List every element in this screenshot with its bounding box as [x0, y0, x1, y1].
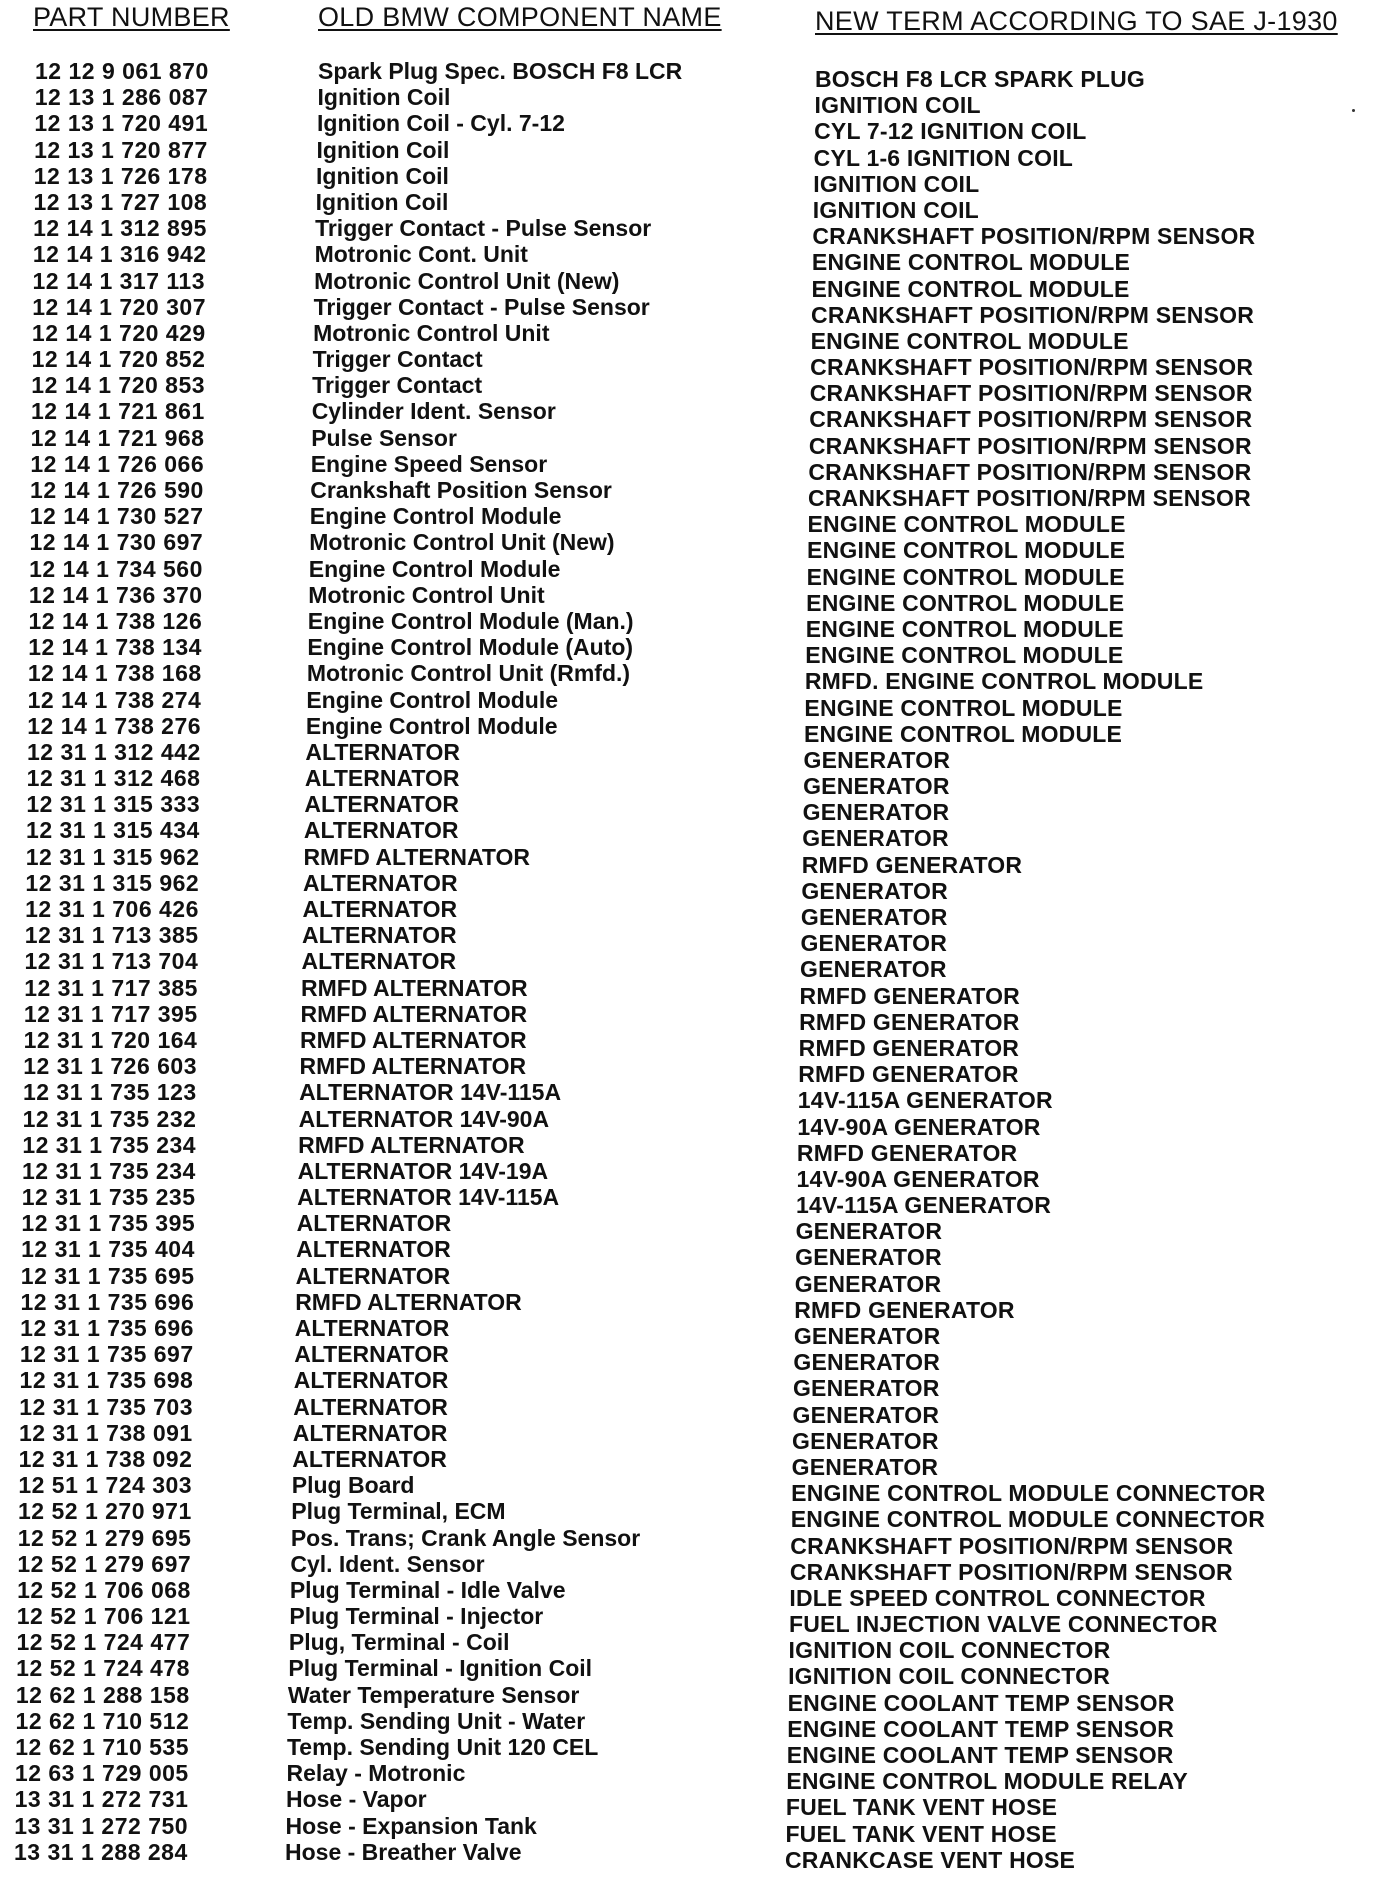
- part-number-cell: 12 14 1 738 134: [28, 634, 202, 661]
- old-name-cell: Engine Control Module: [305, 712, 558, 739]
- old-name-cell: Hose - Breather Valve: [285, 1838, 522, 1865]
- new-term-cell: CRANKSHAFT POSITION/RPM SENSOR: [812, 223, 1256, 250]
- old-name-cell: ALTERNATOR: [303, 817, 459, 844]
- part-number-cell: 12 31 1 735 697: [19, 1341, 194, 1368]
- old-name-cell: ALTERNATOR: [293, 1393, 448, 1420]
- new-term-cell: ENGINE CONTROL MODULE: [811, 275, 1130, 302]
- new-term-cell: GENERATOR: [802, 825, 949, 852]
- table-row: [0, 1079, 1392, 1114]
- table-row: [0, 1184, 1392, 1219]
- old-name-cell: Motronic Control Unit (New): [314, 267, 620, 294]
- table-row: [0, 110, 1392, 145]
- new-term-cell: GENERATOR: [792, 1375, 940, 1402]
- table-row: [0, 1812, 1392, 1847]
- table-row: [0, 948, 1392, 983]
- new-term-cell: RMFD GENERATOR: [798, 1034, 1020, 1061]
- old-name-cell: Trigger Contact: [312, 346, 483, 373]
- old-name-cell: Crankshaft Position Sensor: [310, 477, 612, 503]
- part-number-cell: 12 14 1 316 942: [32, 241, 207, 268]
- old-name-cell: Temp. Sending Unit - Water: [287, 1707, 586, 1734]
- new-term-cell: 14V-90A GENERATOR: [797, 1113, 1041, 1140]
- old-name-cell: ALTERNATOR: [295, 1262, 451, 1289]
- new-term-cell: CRANKSHAFT POSITION/RPM SENSOR: [809, 406, 1253, 433]
- new-term-cell: RMFD GENERATOR: [801, 851, 1023, 878]
- part-number-cell: 12 31 1 315 962: [25, 843, 200, 870]
- old-name-cell: ALTERNATOR: [302, 896, 458, 922]
- part-number-cell: 12 31 1 735 232: [22, 1105, 197, 1132]
- new-term-cell: GENERATOR: [803, 773, 950, 800]
- part-number-cell: 12 52 1 279 697: [17, 1550, 192, 1577]
- old-name-cell: Relay - Motronic: [286, 1760, 466, 1787]
- part-number-cell: 12 13 1 727 108: [33, 188, 208, 215]
- new-term-cell: GENERATOR: [800, 904, 948, 930]
- old-name-cell: Engine Control Module: [308, 555, 561, 582]
- table-row: [0, 267, 1392, 302]
- new-term-cell: ENGINE CONTROL MODULE CONNECTOR: [790, 1506, 1266, 1533]
- table-row: [0, 398, 1392, 433]
- table-row: [0, 1498, 1392, 1533]
- table-row: [0, 162, 1392, 197]
- new-term-cell: GENERATOR: [800, 956, 947, 983]
- part-number-cell: 12 14 1 721 861: [30, 398, 205, 425]
- new-term-cell: ENGINE CONTROL MODULE: [803, 720, 1123, 747]
- part-number-cell: 12 31 1 735 696: [20, 1288, 195, 1315]
- new-term-cell: GENERATOR: [792, 1401, 940, 1428]
- new-term-cell: RMFD GENERATOR: [794, 1296, 1015, 1323]
- part-number-cell: 12 31 1 735 698: [19, 1367, 194, 1394]
- old-name-cell: ALTERNATOR: [293, 1367, 449, 1394]
- old-name-cell: ALTERNATOR 14V-90A: [298, 1105, 550, 1132]
- old-name-cell: Ignition Coil: [316, 136, 450, 163]
- part-number-cell: 12 14 1 720 307: [32, 293, 206, 320]
- part-number-cell: 12 14 1 726 066: [30, 450, 205, 477]
- old-name-cell: RMFD ALTERNATOR: [298, 1131, 525, 1158]
- old-name-cell: RMFD ALTERNATOR: [301, 974, 528, 1001]
- part-number-cell: 12 13 1 286 087: [34, 84, 209, 111]
- old-name-cell: Motronic Cont. Unit: [314, 241, 528, 268]
- new-term-cell: RMFD GENERATOR: [798, 1061, 1019, 1088]
- table-row: [0, 1000, 1392, 1035]
- old-name-cell: Motronic Control Unit (New): [309, 529, 615, 556]
- old-name-cell: Ignition Coil: [317, 84, 451, 111]
- old-name-cell: Ignition Coil: [315, 188, 449, 215]
- table-row: [0, 136, 1392, 171]
- new-term-cell: ENGINE CONTROL MODULE RELAY: [786, 1768, 1188, 1795]
- new-term-cell: GENERATOR: [793, 1349, 941, 1376]
- table-row: [0, 293, 1392, 328]
- table-row: [0, 896, 1392, 930]
- table-row: [0, 1576, 1392, 1611]
- new-term-cell: ENGINE CONTROL MODULE CONNECTOR: [791, 1480, 1266, 1507]
- part-number-cell: 12 13 1 720 877: [34, 136, 208, 163]
- new-term-cell: GENERATOR: [795, 1218, 943, 1245]
- old-name-cell: RMFD ALTERNATOR: [300, 1000, 528, 1027]
- new-term-cell: 14V-90A GENERATOR: [796, 1165, 1040, 1192]
- table-row: [0, 319, 1392, 354]
- part-number-cell: 12 62 1 288 158: [15, 1681, 190, 1708]
- old-name-cell: ALTERNATOR: [301, 922, 457, 949]
- old-name-cell: ALTERNATOR 14V-115A: [299, 1079, 562, 1106]
- old-name-cell: RMFD ALTERNATOR: [303, 843, 531, 870]
- new-term-cell: ENGINE COOLANT TEMP SENSOR: [786, 1742, 1174, 1768]
- new-term-cell: GENERATOR: [803, 746, 951, 773]
- new-term-cell: FUEL INJECTION VALVE CONNECTOR: [788, 1611, 1218, 1638]
- table-row: [0, 529, 1392, 564]
- new-term-cell: ENGINE CONTROL MODULE: [810, 327, 1129, 354]
- new-term-cell: ENGINE CONTROL MODULE: [806, 563, 1125, 590]
- part-number-cell: 12 62 1 710 535: [15, 1734, 190, 1760]
- table-row: [0, 607, 1392, 642]
- table-row: [0, 1315, 1392, 1349]
- table-row: [0, 1341, 1392, 1376]
- old-name-cell: ALTERNATOR: [292, 1419, 448, 1446]
- part-number-cell: 12 31 1 735 234: [22, 1131, 197, 1158]
- part-number-cell: 12 12 9 061 870: [35, 58, 209, 84]
- old-name-cell: Engine Control Module (Auto): [307, 634, 634, 661]
- table-row: [0, 1236, 1392, 1271]
- table-row: [0, 1524, 1392, 1559]
- table-row: [0, 1734, 1392, 1768]
- table-row: [0, 1786, 1392, 1821]
- old-name-cell: Motronic Control Unit (Rmfd.): [306, 660, 631, 687]
- part-number-cell: 13 31 1 272 750: [14, 1812, 189, 1839]
- new-term-cell: CRANKSHAFT POSITION/RPM SENSOR: [808, 458, 1252, 485]
- table-row: [0, 555, 1392, 590]
- new-term-cell: CRANKSHAFT POSITION/RPM SENSOR: [808, 432, 1252, 459]
- old-name-cell: ALTERNATOR: [292, 1445, 447, 1472]
- old-name-cell: Cyl. Ident. Sensor: [290, 1550, 485, 1577]
- part-number-cell: 12 14 1 730 697: [29, 529, 204, 556]
- old-name-cell: Cylinder Ident. Sensor: [311, 398, 556, 425]
- table-row: [0, 188, 1392, 223]
- old-name-cell: ALTERNATOR 14V-115A: [297, 1184, 560, 1211]
- part-number-cell: 12 13 1 720 491: [34, 110, 209, 137]
- old-name-cell: ALTERNATOR: [294, 1315, 450, 1341]
- table-row: [0, 1603, 1392, 1638]
- new-term-cell: ENGINE CONTROL MODULE: [807, 511, 1126, 538]
- new-term-cell: GENERATOR: [793, 1323, 941, 1349]
- table-row: [0, 372, 1392, 407]
- old-name-cell: RMFD ALTERNATOR: [300, 1026, 527, 1053]
- new-term-cell: GENERATOR: [791, 1453, 939, 1480]
- old-name-cell: ALTERNATOR: [296, 1236, 451, 1263]
- part-number-cell: 12 31 1 726 603: [23, 1053, 198, 1080]
- part-number-cell: 12 14 1 317 113: [32, 267, 206, 294]
- new-term-cell: CYL 7-12 IGNITION COIL: [814, 118, 1087, 145]
- part-number-cell: 12 31 1 713 704: [24, 948, 199, 975]
- part-number-cell: 12 31 1 717 385: [24, 974, 198, 1001]
- part-number-cell: 13 31 1 272 731: [14, 1786, 189, 1813]
- table-row: [0, 215, 1392, 250]
- old-name-cell: Spark Plug Spec. BOSCH F8 LCR: [318, 58, 683, 84]
- table-row: [0, 1419, 1392, 1454]
- part-number-cell: 12 31 1 735 695: [20, 1262, 195, 1289]
- table-row: [0, 346, 1392, 381]
- table-row: [0, 424, 1392, 459]
- new-term-cell: GENERATOR: [794, 1270, 942, 1297]
- new-term-cell: ENGINE CONTROL MODULE: [804, 694, 1123, 721]
- part-number-cell: 12 14 1 738 276: [27, 712, 202, 739]
- table-row: [0, 1393, 1392, 1428]
- new-term-cell: ENGINE CONTROL MODULE: [806, 589, 1125, 616]
- new-term-cell: FUEL TANK VENT HOSE: [785, 1820, 1057, 1847]
- table-row: [0, 84, 1392, 119]
- table-row: [0, 58, 1392, 92]
- part-number-cell: 12 13 1 726 178: [33, 162, 208, 189]
- table-row: [0, 660, 1392, 695]
- new-term-cell: IDLE SPEED CONTROL CONNECTOR: [789, 1584, 1206, 1611]
- part-number-cell: 12 31 1 713 385: [24, 922, 199, 949]
- part-number-cell: 13 31 1 288 284: [14, 1838, 188, 1865]
- part-number-cell: 12 52 1 270 971: [18, 1498, 192, 1525]
- table-row: [0, 634, 1392, 669]
- table-row: [0, 1550, 1392, 1585]
- part-number-cell: 12 62 1 710 512: [15, 1707, 190, 1734]
- old-name-cell: Motronic Control Unit: [313, 319, 550, 346]
- table-row: [0, 1629, 1392, 1664]
- old-name-cell: Hose - Vapor: [285, 1786, 427, 1813]
- table-row: [0, 1131, 1392, 1166]
- new-term-cell: IGNITION COIL: [812, 196, 979, 223]
- table-row: [0, 1707, 1392, 1742]
- old-name-cell: Engine Speed Sensor: [310, 450, 548, 477]
- new-term-cell: ENGINE COOLANT TEMP SENSOR: [787, 1689, 1175, 1716]
- old-name-cell: ALTERNATOR: [301, 948, 457, 975]
- part-number-cell: 12 63 1 729 005: [14, 1760, 189, 1787]
- new-term-cell: GENERATOR: [792, 1427, 939, 1454]
- part-number-cell: 12 31 1 706 426: [25, 896, 199, 922]
- part-number-cell: 12 31 1 735 123: [22, 1079, 197, 1106]
- old-name-cell: Pos. Trans; Crank Angle Sensor: [290, 1524, 641, 1551]
- table-row: [0, 791, 1392, 826]
- table-row: [0, 1472, 1392, 1507]
- part-number-cell: 12 31 1 735 696: [20, 1315, 194, 1341]
- old-name-cell: ALTERNATOR: [294, 1341, 449, 1368]
- new-term-cell: ENGINE CONTROL MODULE: [805, 642, 1124, 669]
- table-row: [0, 1367, 1392, 1402]
- new-term-cell: ENGINE COOLANT TEMP SENSOR: [787, 1715, 1175, 1742]
- old-name-cell: ALTERNATOR: [304, 791, 460, 818]
- part-number-cell: 12 52 1 279 695: [17, 1524, 192, 1551]
- table-row: [0, 922, 1392, 957]
- part-number-cell: 12 14 1 738 168: [27, 660, 202, 687]
- table-row: [0, 843, 1392, 878]
- part-number-cell: 12 52 1 706 068: [17, 1576, 191, 1603]
- new-term-cell: RMFD GENERATOR: [799, 982, 1020, 1009]
- header-part-number: PART NUMBER: [33, 2, 230, 32]
- new-term-cell: CRANKCASE VENT HOSE: [785, 1846, 1076, 1873]
- old-name-cell: ALTERNATOR 14V-19A: [297, 1157, 549, 1184]
- table-row: [0, 974, 1392, 1009]
- table-row: [0, 765, 1392, 800]
- table-row: [0, 1026, 1392, 1061]
- part-number-cell: 12 31 1 315 434: [26, 817, 200, 844]
- table-row: [0, 1157, 1392, 1192]
- table-row: [0, 1288, 1392, 1323]
- new-term-cell: GENERATOR: [802, 799, 950, 826]
- new-term-cell: GENERATOR: [800, 930, 948, 957]
- table-row: [0, 1445, 1392, 1480]
- new-term-cell: GENERATOR: [795, 1244, 942, 1271]
- part-number-cell: 12 31 1 735 234: [22, 1157, 196, 1184]
- new-term-cell: GENERATOR: [801, 877, 948, 904]
- part-number-cell: 12 31 1 315 962: [25, 869, 200, 896]
- old-name-cell: ALTERNATOR: [304, 765, 460, 792]
- new-term-cell: ENGINE CONTROL MODULE: [807, 537, 1126, 564]
- old-name-cell: Trigger Contact: [312, 372, 483, 399]
- part-number-cell: 12 31 1 312 468: [26, 765, 201, 792]
- new-term-cell: IGNITION COIL: [814, 92, 981, 119]
- part-number-cell: 12 14 1 721 968: [30, 424, 205, 451]
- table-row: [0, 503, 1392, 538]
- part-number-cell: 12 31 1 315 333: [26, 791, 201, 818]
- new-term-cell: IGNITION COIL CONNECTOR: [788, 1663, 1111, 1690]
- table-row: [0, 686, 1392, 721]
- old-name-cell: RMFD ALTERNATOR: [295, 1288, 522, 1315]
- table-row: [0, 869, 1392, 904]
- old-name-cell: Ignition Coil: [316, 162, 449, 189]
- new-term-cell: ENGINE CONTROL MODULE: [811, 249, 1131, 276]
- old-name-cell: ALTERNATOR: [302, 869, 458, 896]
- part-number-cell: 12 52 1 706 121: [16, 1603, 191, 1630]
- new-term-cell: FUEL TANK VENT HOSE: [785, 1794, 1058, 1821]
- part-number-cell: 12 31 1 717 395: [23, 1000, 198, 1027]
- table-row: [0, 712, 1392, 747]
- part-number-cell: 12 31 1 312 442: [26, 738, 201, 765]
- part-number-cell: 12 31 1 735 395: [21, 1210, 196, 1237]
- table-row: [0, 817, 1392, 852]
- new-term-cell: IGNITION COIL CONNECTOR: [788, 1637, 1111, 1664]
- table-row: [0, 1053, 1392, 1088]
- new-term-cell: RMFD GENERATOR: [799, 1008, 1020, 1035]
- old-name-cell: Water Temperature Sensor: [287, 1681, 580, 1708]
- new-term-cell: CRANKSHAFT POSITION/RPM SENSOR: [809, 380, 1253, 407]
- new-term-cell: CRANKSHAFT POSITION/RPM SENSOR: [789, 1558, 1233, 1585]
- old-name-cell: Temp. Sending Unit 120 CEL: [286, 1734, 599, 1760]
- part-number-cell: 12 14 1 726 590: [30, 477, 204, 503]
- part-number-cell: 12 14 1 720 429: [31, 319, 206, 346]
- header-new-term: NEW TERM ACCORDING TO SAE J-1930: [815, 6, 1338, 36]
- table-row: [0, 1262, 1392, 1297]
- old-name-cell: Pulse Sensor: [311, 424, 457, 451]
- part-number-cell: 12 31 1 738 092: [18, 1445, 193, 1472]
- old-name-cell: Motronic Control Unit: [308, 581, 545, 608]
- table-header: [0, 0, 1392, 44]
- header-old-component-name: OLD BMW COMPONENT NAME: [318, 2, 722, 32]
- new-term-cell: RMFD GENERATOR: [796, 1139, 1018, 1166]
- old-name-cell: RMFD ALTERNATOR: [299, 1053, 527, 1080]
- old-name-cell: Plug Terminal - Idle Valve: [289, 1576, 566, 1603]
- old-name-cell: Plug Board: [291, 1472, 415, 1499]
- old-name-cell: Plug Terminal - Ignition Coil: [288, 1655, 593, 1682]
- old-name-cell: Plug Terminal - Injector: [289, 1603, 544, 1630]
- table-row: [0, 1681, 1392, 1716]
- part-number-cell: 12 14 1 738 126: [28, 607, 203, 634]
- old-name-cell: ALTERNATOR: [296, 1210, 452, 1237]
- old-name-cell: Engine Control Module: [306, 686, 559, 713]
- table-row: [0, 1760, 1392, 1795]
- part-number-cell: 12 31 1 720 164: [23, 1026, 198, 1053]
- old-name-cell: Engine Control Module: [309, 503, 562, 530]
- old-name-cell: ALTERNATOR: [305, 738, 460, 765]
- new-term-cell: CRANKSHAFT POSITION/RPM SENSOR: [810, 354, 1254, 381]
- table-row: [0, 738, 1392, 773]
- table-row: [0, 1655, 1392, 1690]
- part-number-cell: 12 51 1 724 303: [18, 1472, 193, 1499]
- old-name-cell: Engine Control Module (Man.): [307, 607, 634, 634]
- new-term-cell: BOSCH F8 LCR SPARK PLUG: [815, 66, 1146, 92]
- table-row: [0, 450, 1392, 485]
- new-term-cell: CRANKSHAFT POSITION/RPM SENSOR: [790, 1532, 1234, 1559]
- old-name-cell: Ignition Coil - Cyl. 7-12: [317, 110, 565, 137]
- part-number-cell: 12 14 1 312 895: [33, 215, 207, 242]
- part-number-cell: 12 31 1 738 091: [18, 1419, 193, 1446]
- new-term-cell: 14V-115A GENERATOR: [797, 1087, 1053, 1114]
- part-number-cell: 12 14 1 738 274: [27, 686, 202, 713]
- part-number-cell: 12 14 1 720 852: [31, 346, 206, 373]
- new-term-cell: ENGINE CONTROL MODULE: [805, 615, 1124, 642]
- part-number-cell: 12 52 1 724 478: [16, 1655, 190, 1682]
- table-row: [0, 1210, 1392, 1245]
- old-name-cell: Plug, Terminal - Coil: [288, 1629, 510, 1656]
- new-term-cell: CYL 1-6 IGNITION COIL: [813, 144, 1074, 171]
- new-term-cell: RMFD. ENGINE CONTROL MODULE: [804, 668, 1204, 695]
- part-number-cell: 12 31 1 735 703: [19, 1393, 194, 1420]
- old-name-cell: Hose - Expansion Tank: [285, 1812, 537, 1839]
- table-row: [0, 1838, 1392, 1873]
- part-number-cell: 12 31 1 735 235: [21, 1184, 196, 1211]
- new-term-cell: IGNITION COIL: [813, 170, 980, 197]
- part-number-cell: 12 14 1 736 370: [28, 581, 203, 608]
- part-number-cell: 12 31 1 735 404: [21, 1236, 195, 1263]
- part-number-cell: 12 14 1 720 853: [31, 372, 206, 399]
- part-number-cell: 12 14 1 730 527: [29, 503, 204, 530]
- old-name-cell: Plug Terminal, ECM: [291, 1498, 506, 1525]
- new-term-cell: CRANKSHAFT POSITION/RPM SENSOR: [807, 485, 1251, 511]
- parts-table-body: [0, 58, 1392, 1873]
- part-number-cell: 12 14 1 734 560: [29, 555, 203, 582]
- part-number-cell: 12 52 1 724 477: [16, 1629, 191, 1656]
- table-row: [0, 1105, 1392, 1140]
- new-term-cell: 14V-115A GENERATOR: [796, 1192, 1052, 1219]
- table-row: [0, 241, 1392, 276]
- new-term-cell: CRANKSHAFT POSITION/RPM SENSOR: [811, 301, 1255, 328]
- old-name-cell: Trigger Contact - Pulse Sensor: [313, 293, 650, 320]
- table-row: [0, 581, 1392, 616]
- old-name-cell: Trigger Contact - Pulse Sensor: [315, 215, 652, 242]
- table-row: [0, 477, 1392, 511]
